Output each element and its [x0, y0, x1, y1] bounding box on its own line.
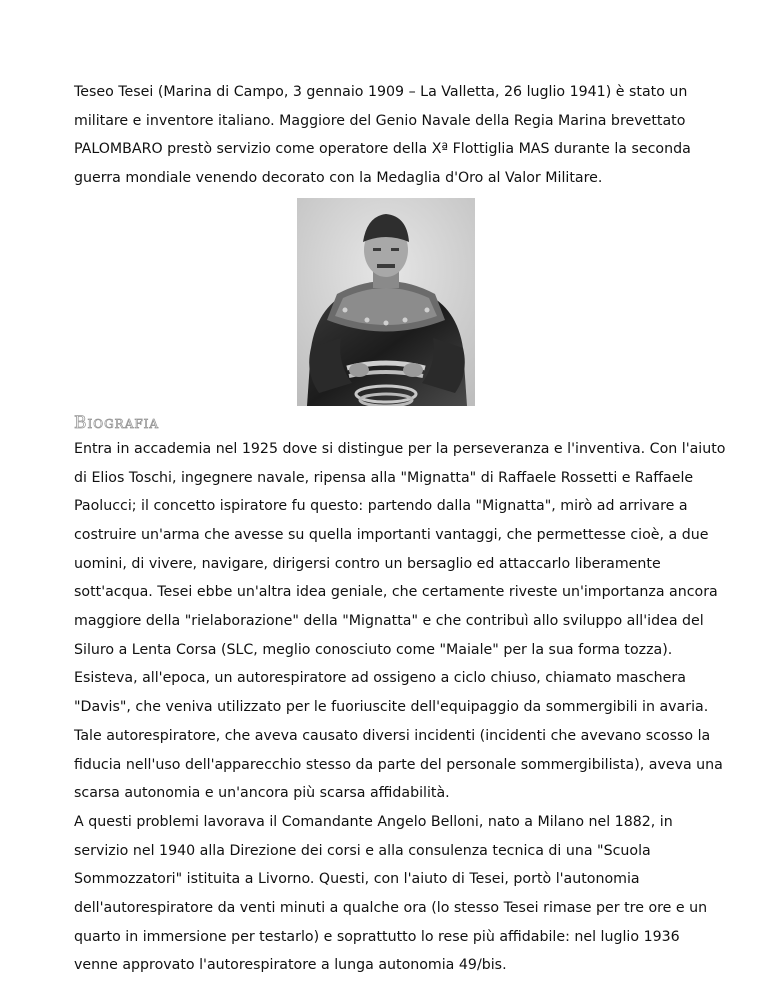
body-line: maggiore della "rielaborazione" della "Mignatta" e che contribuì allo sviluppo all'idea del: [74, 613, 704, 630]
body-line: quarto in immersione per testarlo) e soprattutto lo rese più affidabile: nel luglio 1936: [74, 928, 680, 945]
photo-container: [74, 198, 696, 406]
body-line: fiducia nell'uso dell'apparecchio stesso da parte del personale sommergibilista), aveva una: [74, 756, 723, 773]
intro-line: PALOMBARO prestò servizio come operatore della Xª Flottiglia MAS durante la seconda: [74, 141, 691, 158]
body-line: Tale autorespiratore, che aveva causato diversi incidenti (incidenti che avevano scosso la: [74, 727, 711, 744]
body-line: Siluro a Lenta Corsa (SLC, meglio conosciuto come "Maiale" per la sua forma tozza).: [74, 641, 673, 658]
body-line: "Davis", che veniva utilizzato per le fuoriuscite dell'equipaggio da sommergibili in avaria.: [74, 699, 709, 716]
diver-portrait-photo: [297, 198, 475, 406]
intro-line: militare e inventore italiano. Maggiore del Genio Navale della Regia Marina brevettato: [74, 112, 686, 129]
intro-paragraph: [74, 78, 696, 193]
section-heading: Biografia: [74, 412, 160, 433]
intro-line: guerra mondiale venendo decorato con la Medaglia d'Oro al Valor Militare.: [74, 170, 603, 187]
body-line: venne approvato l'autorespiratore a lunga autonomia 49/bis.: [74, 957, 507, 974]
body-line: scarsa autonomia e un'ancora più scarsa affidabilità.: [74, 785, 450, 802]
body-line: Paolucci; il concetto ispiratore fu questo: partendo dalla "Mignatta", mirò ad arrivare a: [74, 498, 688, 515]
document-page: [74, 78, 726, 980]
body-line: Entra in accademia nel 1925 dove si distingue per la perseveranza e l'inventiva. Con l'aiuto: [74, 440, 726, 457]
body-line: A questi problemi lavorava il Comandante Angelo Belloni, nato a Milano nel 1882, in: [74, 813, 673, 830]
intro-line: Teseo Tesei (Marina di Campo, 3 gennaio 1909 – La Valletta, 26 luglio 1941) è stato un: [74, 84, 688, 100]
body-line: servizio nel 1940 alla Direzione dei corsi e alla consulenza tecnica di una "Scuola: [74, 842, 651, 859]
body-line: uomini, di vivere, navigare, dirigersi contro un bersaglio ed attaccarlo liberamente: [74, 555, 661, 572]
body-line: Esisteva, all'epoca, un autorespiratore ad ossigeno a ciclo chiuso, chiamato maschera: [74, 670, 686, 687]
biography-paragraph: [74, 435, 726, 980]
body-line: Sommozzatori" istituita a Livorno. Questi, con l'aiuto di Tesei, portò l'autonomia: [74, 871, 640, 888]
body-line: costruire un'arma che avesse su quella importanti vantaggi, che permettesse cioè, a due: [74, 526, 709, 543]
body-line: di Elios Toschi, ingegnere navale, ripensa alla "Mignatta" di Raffaele Rossetti e Raffaele: [74, 469, 694, 486]
body-line: dell'autorespiratore da venti minuti a qualche ora (lo stesso Tesei rimase per tre ore e un: [74, 900, 708, 917]
body-line: sott'acqua. Tesei ebbe un'altra idea geniale, che certamente riveste un'importanza ancora: [74, 584, 718, 601]
